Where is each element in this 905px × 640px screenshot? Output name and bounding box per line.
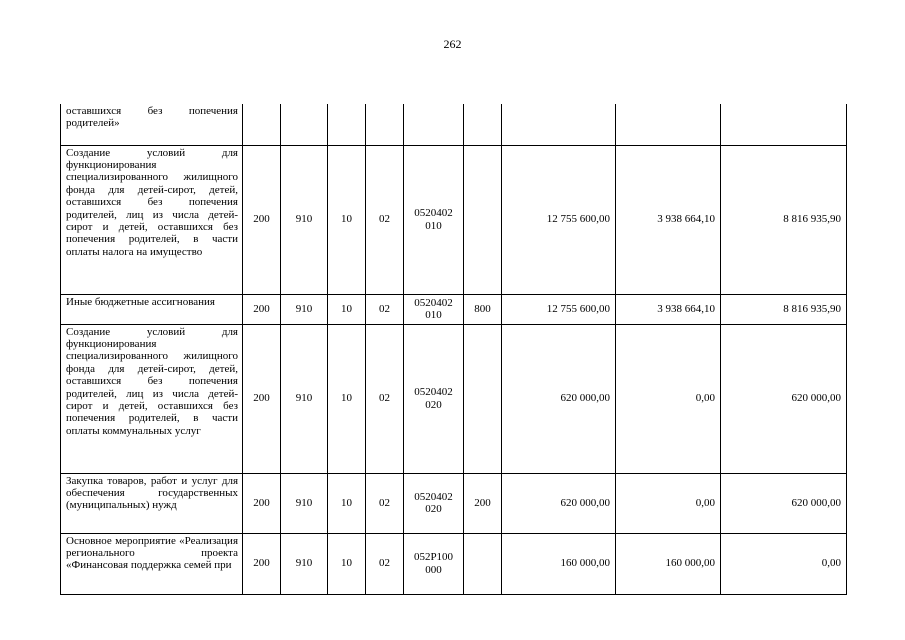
cell-sum2: 0,00 bbox=[616, 473, 721, 533]
row-name: Создание условий для функционирования специализированного жилищного фонда для детей-сирот, детей, оставшихся без попечения родителей, лиц из числа детей-сирот и детей, оставшихся без попечения родителей, в части оплаты коммунальных услуг bbox=[61, 324, 243, 473]
cell-col4: 02 bbox=[366, 473, 404, 533]
cell-sum1: 620 000,00 bbox=[502, 324, 616, 473]
row-name: Закупка товаров, работ и услуг для обеспечения государственных (муниципальных) нужд bbox=[61, 473, 243, 533]
cell-col1 bbox=[243, 104, 281, 145]
cell-csr: 052P100 000 bbox=[404, 533, 464, 594]
row-name: Основное мероприятие «Реализация регионального проекта «Финансовая поддержка семей при bbox=[61, 533, 243, 594]
cell-sum1: 160 000,00 bbox=[502, 533, 616, 594]
cell-sum1: 12 755 600,00 bbox=[502, 145, 616, 294]
row-name: оставшихся без попечения родителей» bbox=[61, 104, 243, 145]
cell-col3: 10 bbox=[328, 324, 366, 473]
table-row bbox=[61, 533, 847, 594]
cell-vr bbox=[464, 104, 502, 145]
cell-sum1 bbox=[502, 104, 616, 145]
cell-sum3 bbox=[721, 104, 847, 145]
cell-vr bbox=[464, 533, 502, 594]
cell-col1: 200 bbox=[243, 533, 281, 594]
page-number: 262 bbox=[443, 37, 462, 51]
cell-col1: 200 bbox=[243, 324, 281, 473]
table-row bbox=[61, 473, 847, 533]
budget-table bbox=[60, 104, 847, 595]
cell-csr: 0520402 020 bbox=[404, 473, 464, 533]
cell-csr: 0520402 010 bbox=[404, 145, 464, 294]
cell-col2 bbox=[281, 104, 328, 145]
cell-col3: 10 bbox=[328, 473, 366, 533]
table-row bbox=[61, 324, 847, 473]
cell-csr bbox=[404, 104, 464, 145]
cell-sum2: 3 938 664,10 bbox=[616, 294, 721, 324]
cell-sum1: 620 000,00 bbox=[502, 473, 616, 533]
cell-col2: 910 bbox=[281, 473, 328, 533]
cell-sum1: 12 755 600,00 bbox=[502, 294, 616, 324]
table-row bbox=[61, 104, 847, 145]
cell-col3: 10 bbox=[328, 294, 366, 324]
cell-vr bbox=[464, 145, 502, 294]
cell-vr: 800 bbox=[464, 294, 502, 324]
cell-col1: 200 bbox=[243, 294, 281, 324]
row-name: Иные бюджетные ассигнования bbox=[61, 294, 243, 324]
cell-sum3: 8 816 935,90 bbox=[721, 145, 847, 294]
cell-sum3: 0,00 bbox=[721, 533, 847, 594]
cell-col3: 10 bbox=[328, 145, 366, 294]
cell-col3: 10 bbox=[328, 533, 366, 594]
table-row bbox=[61, 145, 847, 294]
cell-col4: 02 bbox=[366, 324, 404, 473]
cell-sum3: 620 000,00 bbox=[721, 324, 847, 473]
cell-col2: 910 bbox=[281, 533, 328, 594]
cell-csr: 0520402 010 bbox=[404, 294, 464, 324]
cell-vr bbox=[464, 324, 502, 473]
cell-col1: 200 bbox=[243, 145, 281, 294]
cell-sum2: 0,00 bbox=[616, 324, 721, 473]
cell-sum3: 8 816 935,90 bbox=[721, 294, 847, 324]
cell-col2: 910 bbox=[281, 294, 328, 324]
cell-col2: 910 bbox=[281, 324, 328, 473]
cell-col1: 200 bbox=[243, 473, 281, 533]
cell-col4 bbox=[366, 104, 404, 145]
cell-sum2 bbox=[616, 104, 721, 145]
cell-col2: 910 bbox=[281, 145, 328, 294]
cell-col4: 02 bbox=[366, 294, 404, 324]
cell-col4: 02 bbox=[366, 533, 404, 594]
cell-csr: 0520402 020 bbox=[404, 324, 464, 473]
cell-sum2: 160 000,00 bbox=[616, 533, 721, 594]
cell-sum2: 3 938 664,10 bbox=[616, 145, 721, 294]
row-name: Создание условий для функционирования специализированного жилищного фонда для детей-сирот, детей, оставшихся без попечения родителей, лиц из числа детей-сирот и детей, оставшихся без попечения родителей, в части оплаты налога на имущество bbox=[61, 145, 243, 294]
table-row bbox=[61, 294, 847, 324]
cell-vr: 200 bbox=[464, 473, 502, 533]
cell-sum3: 620 000,00 bbox=[721, 473, 847, 533]
cell-col4: 02 bbox=[366, 145, 404, 294]
cell-col3 bbox=[328, 104, 366, 145]
